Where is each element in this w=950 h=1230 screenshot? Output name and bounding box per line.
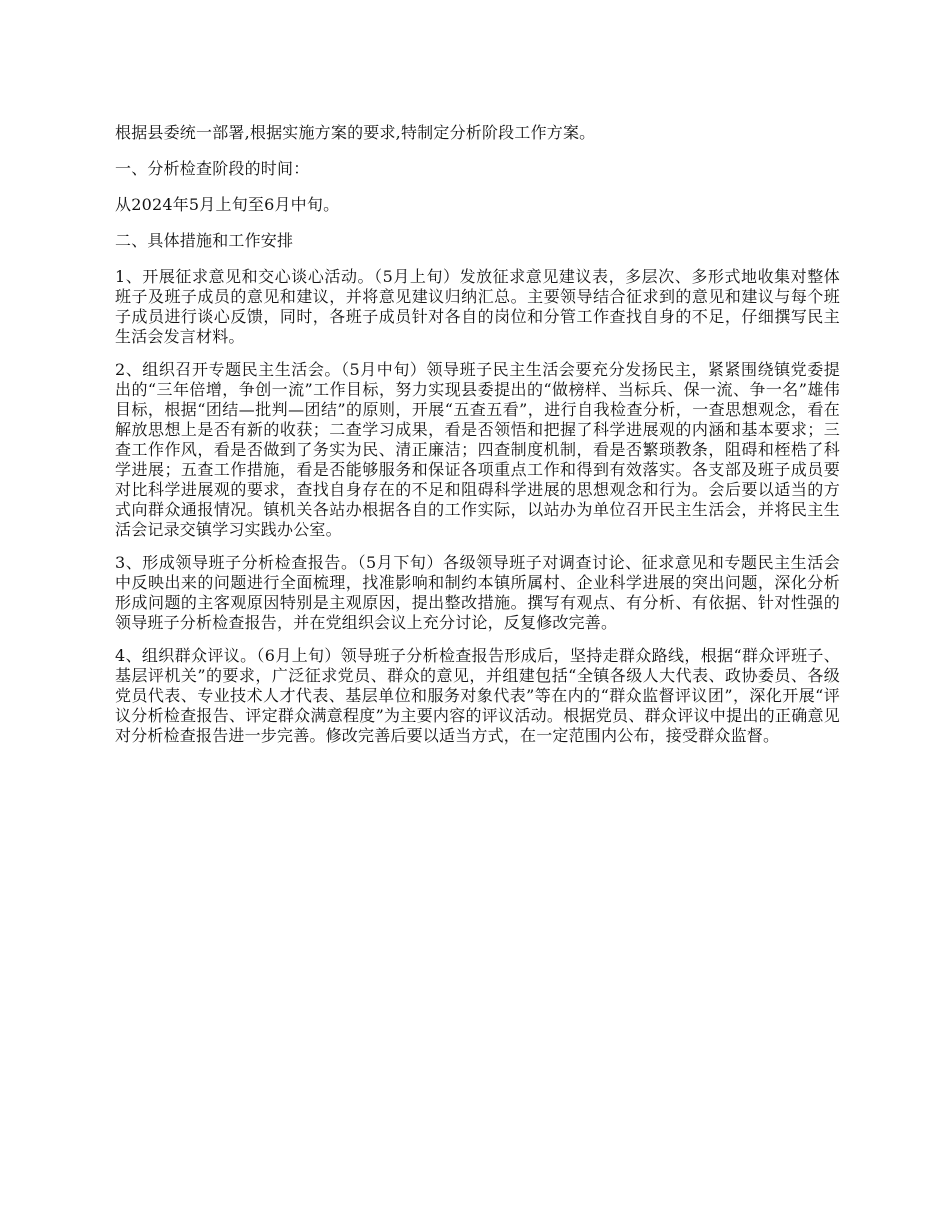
measure-item-3: 3、形成领导班子分析检查报告。（5月下旬）各级领导班子对调查讨论、征求意见和专题民主生活会中反映出来的问题进行全面梳理，找准影响和制约本镇所属村、企业科学进展的突出问题，深化分析形成问题的主客观原因特别是主观原因，提出整改措施。撰写有观点、有分析、有依据、针对性强的领导班子分析检查报告，并在党组织会议上充分讨论，反复修改完善。 (115, 553, 840, 632)
measure-item-2: 2、组织召开专题民主生活会。（5月中旬）领导班子民主生活会要充分发扬民主，紧紧围绕镇党委提出的“三年倍增，争创一流”工作目标，努力实现县委提出的“做榜样、当标兵、保一流、争一名”雄伟目标，根据“团结—批判—团结”的原则，开展“五查五看”，进行自我检查分析，一查思想观念，看在解放思想上是否有新的收获；二查学习成果，看是否领悟和把握了科学进展观的内涵和基本要求；三查工作作风，看是否做到了务实为民、清正廉洁；四查制度机制，看是否繁琐教条，阻碍和桎梏了科学进展；五查工作措施，看是否能够服务和保证各项重点工作和得到有效落实。各支部及班子成员要对比科学进展观的要求，查找自身存在的不足和阻碍科学进展的思想观念和行为。会后要以适当的方式向群众通报情况。镇机关各站办根据各自的工作实际，以站办为单位召开民主生活会，并将民主生活会记录交镇学习实践办公室。 (115, 360, 840, 539)
section-heading-measures: 二、具体措施和工作安排 (115, 231, 294, 250)
document-body (115, 123, 840, 759)
measure-item-1: 1、开展征求意见和交心谈心活动。（5月上旬）发放征求意见建议表，多层次、多形式地收集对整体班子及班子成员的意见和建议，并将意见建议归纳汇总。主要领导结合征求到的意见和建议与每个班子成员进行谈心反馈，同时，各班子成员针对各自的岗位和分管工作查找自身的不足，仔细撰写民主生活会发言材料。 (115, 267, 840, 346)
intro-paragraph: 根据县委统一部署,根据实施方案的要求,特制定分析阶段工作方案。 (115, 123, 596, 142)
measure-item-4: 4、组织群众评议。（6月上旬）领导班子分析检查报告形成后，坚持走群众路线，根据“群众评班子、基层评机关”的要求，广泛征求党员、群众的意见，并组建包括“全镇各级人大代表、政协委员、各级党员代表、专业技术人才代表、基层单位和服务对象代表”等在内的“群众监督评议团”，深化开展“评议分析检查报告、评定群众满意程度”为主要内容的评议活动。根据党员、群众评议中提出的正确意见对分析检查报告进一步完善。修改完善后要以适当方式，在一定范围内公布，接受群众监督。 (115, 646, 840, 745)
time-range-paragraph: 从2024年5月上旬至6月中旬。 (115, 195, 340, 214)
section-heading-time: 一、分析检查阶段的时间： (115, 159, 310, 178)
